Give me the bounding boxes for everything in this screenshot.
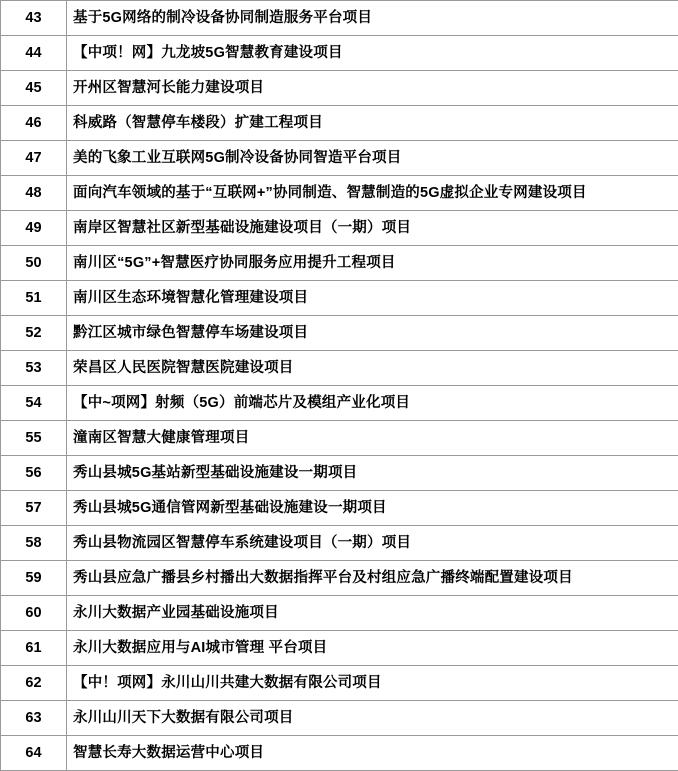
row-index: 47 [1, 141, 67, 176]
row-index: 60 [1, 596, 67, 631]
table-row [1, 1, 678, 36]
row-index: 50 [1, 246, 67, 281]
row-index: 49 [1, 211, 67, 246]
row-project-name: 南川区生态环境智慧化管理建设项目 [67, 281, 678, 316]
row-index: 48 [1, 176, 67, 211]
row-index: 54 [1, 386, 67, 421]
row-index: 45 [1, 71, 67, 106]
row-index: 52 [1, 316, 67, 351]
row-index: 43 [1, 1, 67, 36]
row-index: 61 [1, 631, 67, 666]
row-project-name: 秀山县应急广播县乡村播出大数据指挥平台及村组应急广播终端配置建设项目 [67, 561, 678, 596]
row-index: 58 [1, 526, 67, 561]
row-index: 62 [1, 666, 67, 701]
row-project-name: 智慧长寿大数据运营中心项目 [67, 736, 678, 771]
row-project-name: 黔江区城市绿色智慧停车场建设项目 [67, 316, 678, 351]
row-project-name: 秀山县物流园区智慧停车系统建设项目（一期）项目 [67, 526, 678, 561]
row-project-name: 南川区“5G”+智慧医疗协同服务应用提升工程项目 [67, 246, 678, 281]
row-index: 56 [1, 456, 67, 491]
table-row [1, 281, 678, 316]
row-index: 59 [1, 561, 67, 596]
row-project-name: 【中~项网】射频（5G）前端芯片及模组产业化项目 [67, 386, 678, 421]
table-row [1, 491, 678, 526]
row-project-name: 秀山县城5G基站新型基础设施建设一期项目 [67, 456, 678, 491]
row-project-name: 南岸区智慧社区新型基础设施建设项目（一期）项目 [67, 211, 678, 246]
table-row [1, 36, 678, 71]
row-project-name: 潼南区智慧大健康管理项目 [67, 421, 678, 456]
table-row [1, 631, 678, 666]
row-project-name: 面向汽车领域的基于“互联网+”协同制造、智慧制造的5G虚拟企业专网建设项目 [67, 176, 678, 211]
table-row [1, 211, 678, 246]
row-index: 44 [1, 36, 67, 71]
table-row [1, 526, 678, 561]
table-row [1, 351, 678, 386]
table-row [1, 71, 678, 106]
row-project-name: 开州区智慧河长能力建设项目 [67, 71, 678, 106]
table-row [1, 421, 678, 456]
table-row [1, 561, 678, 596]
table-row [1, 246, 678, 281]
row-project-name: 美的飞象工业互联网5G制冷设备协同智造平台项目 [67, 141, 678, 176]
row-index: 53 [1, 351, 67, 386]
row-project-name: 基于5G网络的制冷设备协同制造服务平台项目 [67, 1, 678, 36]
row-project-name: 荣昌区人民医院智慧医院建设项目 [67, 351, 678, 386]
row-project-name: 永川山川天下大数据有限公司项目 [67, 701, 678, 736]
row-project-name: 永川大数据应用与AI城市管理 平台项目 [67, 631, 678, 666]
table-row [1, 106, 678, 141]
table-row [1, 701, 678, 736]
table-row [1, 316, 678, 351]
row-index: 51 [1, 281, 67, 316]
table-row [1, 456, 678, 491]
row-project-name: 永川大数据产业园基础设施项目 [67, 596, 678, 631]
row-project-name: 秀山县城5G通信管网新型基础设施建设一期项目 [67, 491, 678, 526]
project-list-body [1, 1, 678, 771]
table-row [1, 141, 678, 176]
row-index: 57 [1, 491, 67, 526]
table-row [1, 176, 678, 211]
row-project-name: 科威路（智慧停车楼段）扩建工程项目 [67, 106, 678, 141]
table-row [1, 736, 678, 771]
row-project-name: 【中！项网】永川山川共建大数据有限公司项目 [67, 666, 678, 701]
row-index: 55 [1, 421, 67, 456]
row-index: 46 [1, 106, 67, 141]
table-row [1, 666, 678, 701]
row-index: 63 [1, 701, 67, 736]
row-index: 64 [1, 736, 67, 771]
row-project-name: 【中项！网】九龙坡5G智慧教育建设项目 [67, 36, 678, 71]
table-row [1, 596, 678, 631]
table-row [1, 386, 678, 421]
